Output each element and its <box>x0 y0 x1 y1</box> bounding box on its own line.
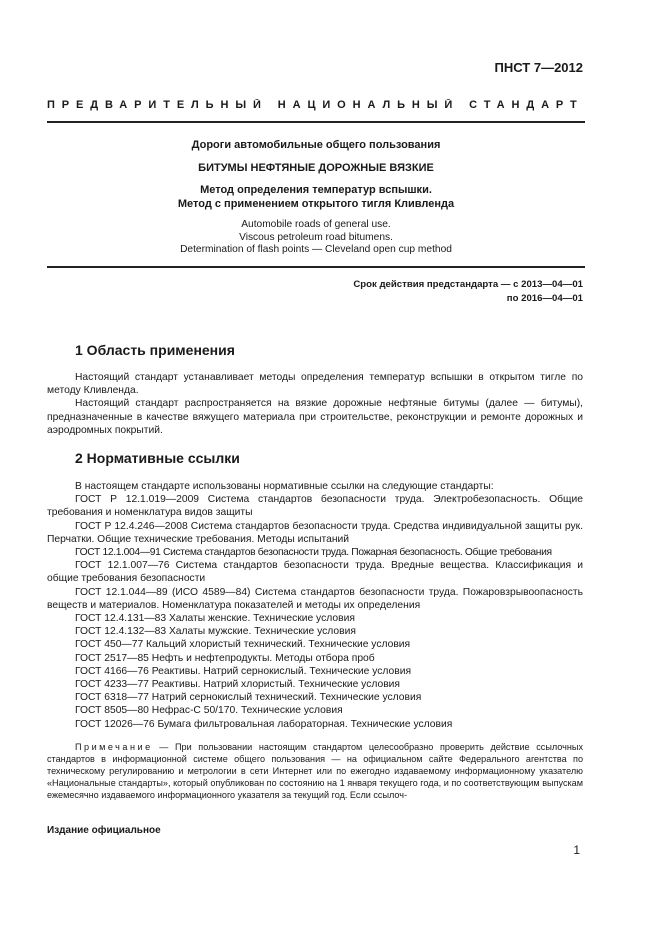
title-line-2: БИТУМЫ НЕФТЯНЫЕ ДОРОЖНЫЕ ВЯЗКИЕ <box>198 162 434 174</box>
reference-item: ГОСТ 12026—76 Бумага фильтровальная лабораторная. Технические условия <box>75 718 453 730</box>
reference-item: ГОСТ 2517—85 Нефть и нефтепродукты. Методы отбора проб <box>75 652 375 664</box>
reference-item: ГОСТ 450—77 Кальций хлористый технический. Технические условия <box>75 639 411 651</box>
section-2-intro: В настоящем стандарте использованы нормативные ссылки на следующие стандарты: <box>75 481 494 492</box>
page-number: 1 <box>573 843 580 857</box>
title-line-3 <box>47 183 585 211</box>
reference-item: ГОСТ 6318—77 Натрий сернокислый технический. Технические условия <box>75 692 422 704</box>
section-2-heading: 2 Нормативные ссылки <box>75 450 240 466</box>
english-title-line-2: Viscous petroleum road bitumens. <box>239 231 393 243</box>
validity-end: по 2016—04—01 <box>506 293 583 304</box>
reference-item: ГОСТ Р 12.4.246—2008 Система стандартов безопасности труда. Средства индивидуальной защиты рук. Перчатки. Общие технические требования. Методы испытаний <box>47 520 583 545</box>
section-1-paragraph: Настоящий стандарт распространяется на вязкие дорожные нефтяные битумы (далее — битумы), предназначенные в качестве вяжущего материала при строительстве, реконструкции и ремонте дорожных и аэродромных покрытий. <box>47 398 583 436</box>
section-1-heading: 1 Область применения <box>75 342 235 358</box>
document-code: ПНСТ 7—2012 <box>494 60 583 75</box>
english-title-line-1: Automobile roads of general use. <box>241 219 391 230</box>
title-line-3b: Метод с применением открытого тигля Кливленда <box>177 198 455 210</box>
reference-item: ГОСТ Р 12.1.019—2009 Система стандартов безопасности труда. Электробезопасность. Общие требования и номенклатура видов защиты <box>47 494 583 519</box>
reference-item: ГОСТ 12.1.044—89 (ИСО 4589—84) Система стандартов безопасности труда. Пожаровзрывоопасность веществ и материалов. Номенклатура показателей и методы их определения <box>47 586 583 611</box>
reference-item: ГОСТ 12.4.131—83 Халаты женские. Технические условия <box>75 613 355 625</box>
title-rule <box>47 266 585 268</box>
section-2-body <box>47 480 583 731</box>
reference-item: ГОСТ 8505—80 Нефрас-С 50/170. Технические условия <box>75 705 343 717</box>
reference-item: ГОСТ 4166—76 Реактивы. Натрий сернокислый. Технические условия <box>75 665 412 677</box>
official-edition-label: Издание официальное <box>47 825 161 836</box>
section-1-paragraph: Настоящий стандарт устанавливает методы определения температур вспышки в открытом тигле по методу Кливленда. <box>47 372 583 397</box>
english-title <box>47 219 585 257</box>
reference-item: ГОСТ 12.4.132—83 Халаты мужские. Технические условия <box>75 626 356 638</box>
note-label: Примечание <box>75 742 153 752</box>
reference-item: ГОСТ 12.1.007—76 Система стандартов безопасности труда. Вредные вещества. Классификация и общие требования безопасности <box>47 560 583 585</box>
english-title-line-3: Determination of flash points — Cleveland open cup method <box>180 244 452 255</box>
header-rule <box>47 121 585 123</box>
title-line-3a: Метод определения температур вспышки. <box>200 184 432 196</box>
note-paragraph <box>47 741 583 801</box>
standard-banner: ПРЕДВАРИТЕЛЬНЫЙ НАЦИОНАЛЬНЫЙ СТАНДАРТ <box>47 99 584 111</box>
title-line-1: Дороги автомобильные общего пользования <box>191 139 441 151</box>
reference-item: ГОСТ 12.1.004—91 Система стандартов безопасности труда. Пожарная безопасность. Общие требования <box>75 547 552 559</box>
validity-start: Срок действия предстандарта — с 2013—04—01 <box>353 279 583 290</box>
reference-item: ГОСТ 4233—77 Реактивы. Натрий хлористый. Технические условия <box>75 679 400 691</box>
section-1-body <box>47 371 583 437</box>
note-text: — При пользовании настоящим стандартом целесообразно проверить действие ссылочных стандартов в информационной системе общего пользования — на официальном сайте Федерального агентства по техническому регулированию и метрологии в сети Интернет или по ежегодно издаваемому информационному указателю «Национальные стандарты», который опубликован по состоянию на 1 января текущего года, и по соответствующим выпускам ежемесячно издаваемого информационного указателя за текущий год. Если ссылоч- <box>47 742 583 800</box>
